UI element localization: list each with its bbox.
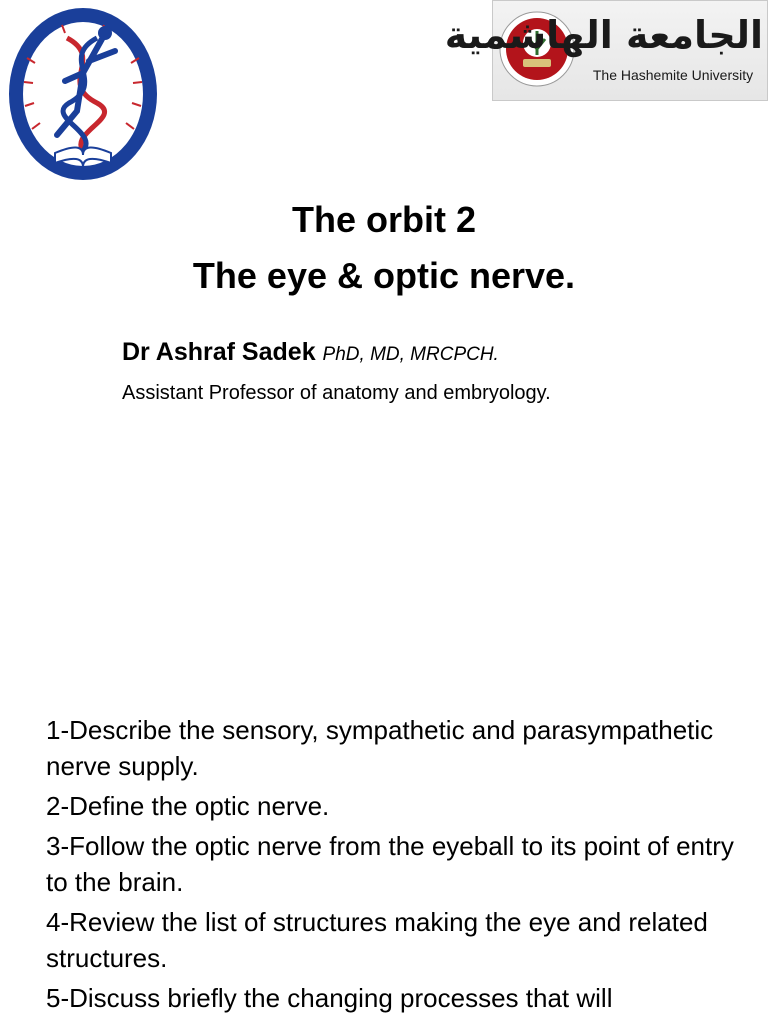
author-position: Assistant Professor of anatomy and embryology.: [122, 382, 551, 404]
title-line-1: The orbit 2: [291, 199, 476, 240]
objective-item: 3-Follow the optic nerve from the eyeball to its point of entry to the brain.: [46, 831, 734, 897]
objective-item: 2-Define the optic nerve.: [46, 791, 330, 821]
university-english-name: The Hashemite University: [592, 67, 754, 83]
objective-item: 5-Discuss briefly the changing processes that will: [46, 983, 613, 1013]
university-banner: [444, 0, 768, 101]
title-line-2: The eye & optic nerve.: [192, 255, 576, 296]
objective-item: 4-Review the list of structures making the eye and related structures.: [46, 907, 708, 973]
slide-title: [0, 192, 768, 304]
author-line: [122, 334, 499, 373]
objectives-list: [46, 712, 746, 1020]
author-degrees: PhD, MD, MRCPCH.: [322, 344, 499, 365]
university-arabic-name: الجامعة الهاشمية: [444, 13, 763, 57]
author-name: Dr Ashraf Sadek: [122, 338, 316, 366]
faculty-logo-icon: [5, 3, 161, 185]
objective-item: 1-Describe the sensory, sympathetic and parasympathetic nerve supply.: [46, 715, 714, 781]
